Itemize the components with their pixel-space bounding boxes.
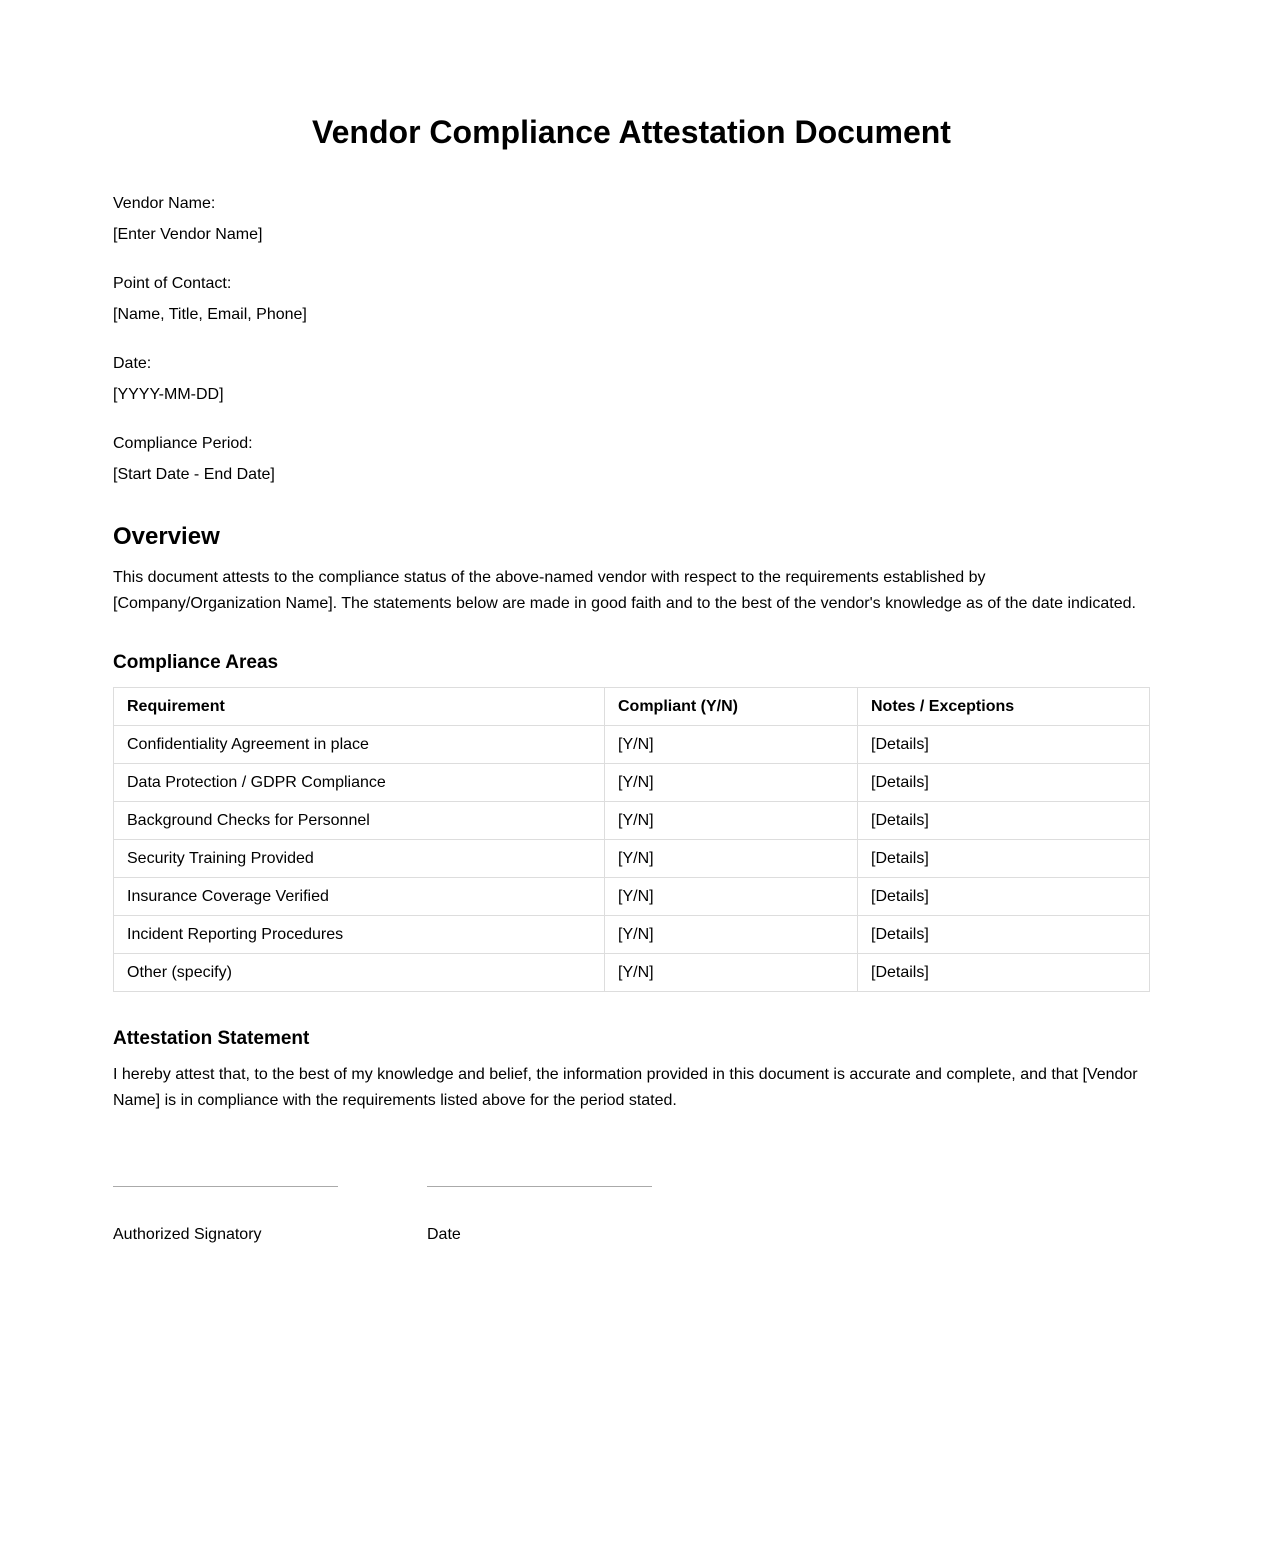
signatory-label: Authorized Signatory xyxy=(113,1226,262,1243)
vendor-name-value: [Enter Vendor Name] xyxy=(113,226,263,243)
requirement-cell: Background Checks for Personnel xyxy=(114,802,605,840)
notes-cell: [Details] xyxy=(858,764,1150,802)
column-header-notes: Notes / Exceptions xyxy=(858,688,1150,726)
notes-cell: [Details] xyxy=(858,802,1150,840)
compliant-cell: [Y/N] xyxy=(605,802,858,840)
table-row xyxy=(114,916,1150,954)
notes-cell: [Details] xyxy=(858,840,1150,878)
date-field xyxy=(113,354,224,405)
date-signature-line xyxy=(427,1186,652,1187)
signature-date-label: Date xyxy=(427,1226,461,1243)
table-row xyxy=(114,802,1150,840)
notes-cell: [Details] xyxy=(858,954,1150,992)
compliant-cell: [Y/N] xyxy=(605,764,858,802)
attestation-text: I hereby attest that, to the best of my knowledge and belief, the information provided in this document is accurate and complete, and that [Vendor Name] is in compliance with the requirements listed above for the period stated. xyxy=(113,1066,1138,1109)
point-of-contact-label: Point of Contact: xyxy=(113,275,232,292)
vendor-name-field xyxy=(113,194,262,245)
overview-heading: Overview xyxy=(113,523,220,550)
requirement-cell: Security Training Provided xyxy=(114,840,605,878)
compliance-period-field xyxy=(113,434,275,485)
vendor-name-label: Vendor Name: xyxy=(113,195,216,212)
date-label: Date: xyxy=(113,355,152,372)
requirement-cell: Insurance Coverage Verified xyxy=(114,878,605,916)
compliant-cell: [Y/N] xyxy=(605,916,858,954)
date-value: [YYYY-MM-DD] xyxy=(113,386,224,403)
notes-cell: [Details] xyxy=(858,878,1150,916)
signatory-signature-line xyxy=(113,1186,338,1187)
requirement-cell: Data Protection / GDPR Compliance xyxy=(114,764,605,802)
column-header-compliant: Compliant (Y/N) xyxy=(605,688,858,726)
requirement-cell: Incident Reporting Procedures xyxy=(114,916,605,954)
compliant-cell: [Y/N] xyxy=(605,954,858,992)
point-of-contact-field xyxy=(113,274,307,325)
requirement-cell: Confidentiality Agreement in place xyxy=(114,726,605,764)
table-row xyxy=(114,878,1150,916)
compliance-period-label: Compliance Period: xyxy=(113,435,253,452)
compliance-table xyxy=(113,687,1150,992)
document-title: Vendor Compliance Attestation Document xyxy=(312,114,951,150)
point-of-contact-value: [Name, Title, Email, Phone] xyxy=(113,306,307,323)
requirement-cell: Other (specify) xyxy=(114,954,605,992)
compliance-areas-heading: Compliance Areas xyxy=(113,652,279,673)
notes-cell: [Details] xyxy=(858,726,1150,764)
notes-cell: [Details] xyxy=(858,916,1150,954)
overview-text: This document attests to the compliance status of the above-named vendor with respect to the requirements established by [Company/Organization Name]. The statements below are made in good faith and to the best of the vendor's knowledge as of the date indicated. xyxy=(113,569,1136,612)
compliant-cell: [Y/N] xyxy=(605,726,858,764)
table-header-row xyxy=(114,688,1150,726)
table-row xyxy=(114,954,1150,992)
column-header-requirement: Requirement xyxy=(114,688,605,726)
table-row xyxy=(114,764,1150,802)
table-row xyxy=(114,840,1150,878)
attestation-heading: Attestation Statement xyxy=(113,1028,310,1049)
compliance-period-value: [Start Date - End Date] xyxy=(113,466,275,483)
compliant-cell: [Y/N] xyxy=(605,840,858,878)
compliant-cell: [Y/N] xyxy=(605,878,858,916)
table-row xyxy=(114,726,1150,764)
